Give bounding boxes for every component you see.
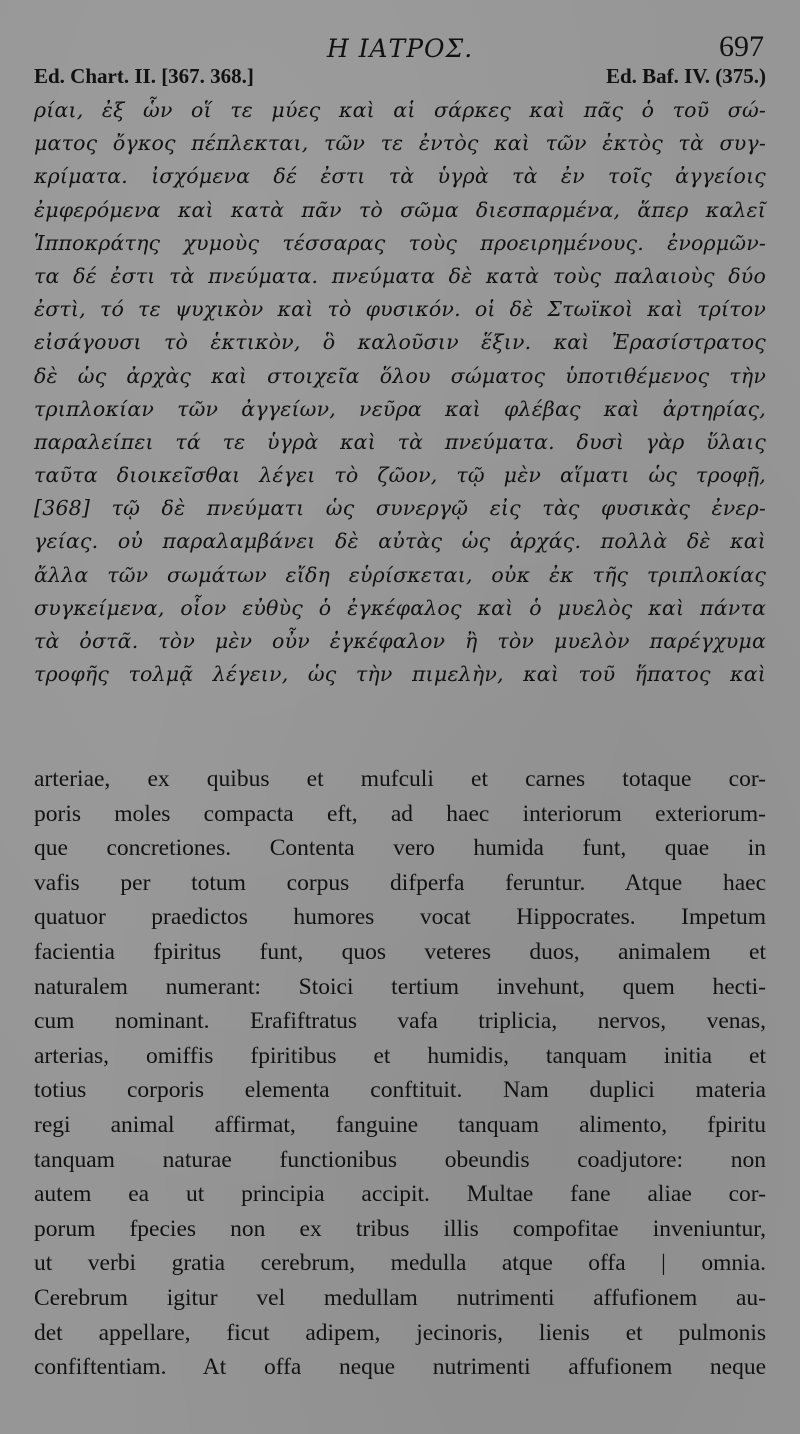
latin-line: que concretiones. Contenta vero humida funt, quae in [34, 835, 766, 862]
edition-reference-line [34, 64, 766, 94]
edition-reference-left: Ed. Chart. II. [367. 368.] [34, 64, 254, 88]
greek-line: εἰσάγουσι τὸ ἑκτικὸν, ὃ καλοῦσιν ἕξιν. καὶ Ἐρασίστρατος [34, 330, 766, 355]
latin-line: confiftentiam. At offa neque nutrimenti affufionem neque [34, 1354, 766, 1381]
latin-line: totius corporis elementa conftituit. Nam duplici materia [34, 1077, 766, 1104]
greek-line: δὲ ὡς ἀρχὰς καὶ στοιχεῖα ὅλου σώματος ὑποτιθέμενος τὴν [34, 363, 766, 388]
greek-line: τὰ ὀστᾶ. τὸν μὲν οὖν ἐγκέφαλον ἢ τὸν μυελὸν παρέγχυμα [34, 629, 766, 653]
latin-line: regi animal affirmat, fanguine tanquam alimento, fpiritu [34, 1111, 766, 1138]
greek-line: τροφῆς τολμᾷ λέγειν, ὡς τὴν πιμελὴν, καὶ τοῦ ἥπατος καὶ [34, 662, 766, 687]
greek-line: τα δέ ἐστι τὰ πνεύματα. πνεύματα δὲ κατὰ τοὺς παλαιοὺς δύο [34, 263, 766, 288]
latin-text-block [34, 762, 766, 1385]
latin-line: poris moles compacta eft, ad haec interiorum exteriorum- [34, 800, 766, 827]
greek-line: ρίαι, ἐξ ὧν οἵ τε μύες καὶ αἱ σάρκες καὶ πᾶς ὁ τοῦ σώ- [34, 98, 766, 122]
greek-line: ἐστὶ, τό τε ψυχικὸν καὶ τὸ φυσικόν. οἱ δὲ Στωϊκοὶ καὶ τρίτον [34, 297, 766, 322]
latin-line: porum fpecies non ex tribus illis compofitae inveniuntur, [34, 1215, 766, 1242]
latin-line: ut verbi gratia cerebrum, medulla atque offa | omnia. [34, 1250, 766, 1277]
latin-line: autem ea ut principia accipit. Multae fane aliae cor- [34, 1181, 766, 1208]
greek-text-block [34, 94, 766, 691]
page-number: 697 [719, 30, 764, 63]
edition-reference-right: Ed. Baf. IV. (375.) [605, 64, 766, 88]
latin-line: det appellare, ficut adipem, jecinoris, lienis et pulmonis [34, 1319, 766, 1346]
greek-line: κρίματα. ἰσχόμενα δέ ἐστι τὰ ὑγρὰ τὰ ἐν τοῖς ἀγγείοις [34, 164, 766, 189]
greek-line: συγκείμενα, οἷον εὐθὺς ὁ ἐγκέφαλος καὶ ὁ μυελὸς καὶ πάντα [34, 595, 766, 620]
latin-line: cum nominant. Erafiftratus vafa triplicia, nervos, venas, [34, 1008, 766, 1035]
latin-line: naturalem numerant: Stoici tertium invehunt, quem hecti- [34, 973, 766, 1000]
greek-line: γείας. οὐ παραλαμβάνει δὲ αὐτὰς ὡς ἀρχάς. πολλὰ δὲ καὶ [34, 529, 766, 554]
latin-line: Cerebrum igitur vel medullam nutrimenti affufionem au- [34, 1284, 766, 1311]
running-head [0, 28, 800, 68]
greek-line: ματος ὄγκος πέπλεκται, τῶν τε ἐντὸς καὶ τῶν ἐκτὸς τὰ συγ- [34, 131, 766, 156]
greek-line: [368] τῷ δὲ πνεύματι ὡς συνεργῷ εἰς τὰς φυσικὰς ἐνερ- [34, 496, 766, 521]
greek-line: τριπλοκίαν τῶν ἀγγείων, νεῦρα καὶ φλέβας καὶ ἀρτηρίας, [34, 396, 766, 421]
greek-line: Ἱπποκράτης χυμοὺς τέσσαρας τοὺς προειρημένους. ἐνορμῶν- [34, 230, 766, 255]
latin-line: arterias, omiffis fpiritibus et humidis, tanquam initia et [34, 1042, 766, 1069]
latin-line: quatuor praedictos humores vocat Hippocrates. Impetum [34, 904, 766, 931]
greek-line: ταῦτα διοικεῖσθαι λέγει τὸ ζῶον, τῷ μὲν αἵματι ὡς τροφῇ, [34, 463, 766, 488]
latin-line: facientia fpiritus funt, quos veteres duos, animalem et [34, 938, 766, 965]
greek-line: ἄλλα τῶν σωμάτων εἴδη εὑρίσκεται, οὐκ ἐκ τῆς τριπλοκίας [34, 562, 766, 587]
running-title: Η ΙΑΤΡΟΣ. [326, 34, 474, 63]
latin-line: vafis per totum corpus difperfa feruntur. Atque haec [34, 869, 766, 896]
latin-line: tanquam naturae functionibus obeundis coadjutore: non [34, 1146, 766, 1173]
greek-line: παραλείπει τά τε ὑγρὰ καὶ τὰ πνεύματα. δυσὶ γὰρ ὕλαις [34, 429, 766, 454]
latin-line: arteriae, ex quibus et mufculi et carnes totaque cor- [34, 766, 766, 792]
greek-line: ἐμφερόμενα καὶ κατὰ πᾶν τὸ σῶμα διεσπαρμένα, ἅπερ καλεῖ [34, 197, 766, 222]
